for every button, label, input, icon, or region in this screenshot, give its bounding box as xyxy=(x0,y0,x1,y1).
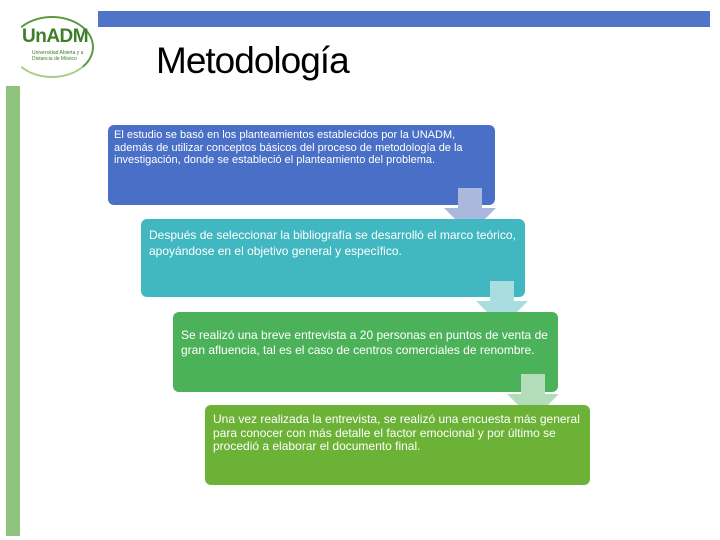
left-accent-bar xyxy=(6,86,20,536)
header-accent-bar xyxy=(98,11,710,27)
unadm-logo xyxy=(10,16,96,80)
process-step-2: Después de seleccionar la bibliografía se desarrolló el marco teórico, apoyándose en el objetivo general y específico. xyxy=(141,219,525,297)
process-step-1: El estudio se basó en los planteamientos establecidos por la UNADM, además de utilizar conceptos básicos del proceso de metodología de la investigación, donde se estableció el planteamiento del problema. xyxy=(108,125,495,205)
logo-text: UnADM xyxy=(22,26,89,47)
process-step-3: Se realizó una breve entrevista a 20 personas en puntos de venta de gran afluencia, tal es el caso de centros comerciales de renombre. xyxy=(173,312,558,392)
process-step-4: Una vez realizada la entrevista, se realizó una encuesta más general para conocer con más detalle el factor emocional y por último se procedió a elaborar el documento final. xyxy=(205,405,590,485)
logo-subtext: Universidad Abierta y a Distancia de México xyxy=(32,50,84,62)
page-title: Metodología xyxy=(156,40,349,81)
